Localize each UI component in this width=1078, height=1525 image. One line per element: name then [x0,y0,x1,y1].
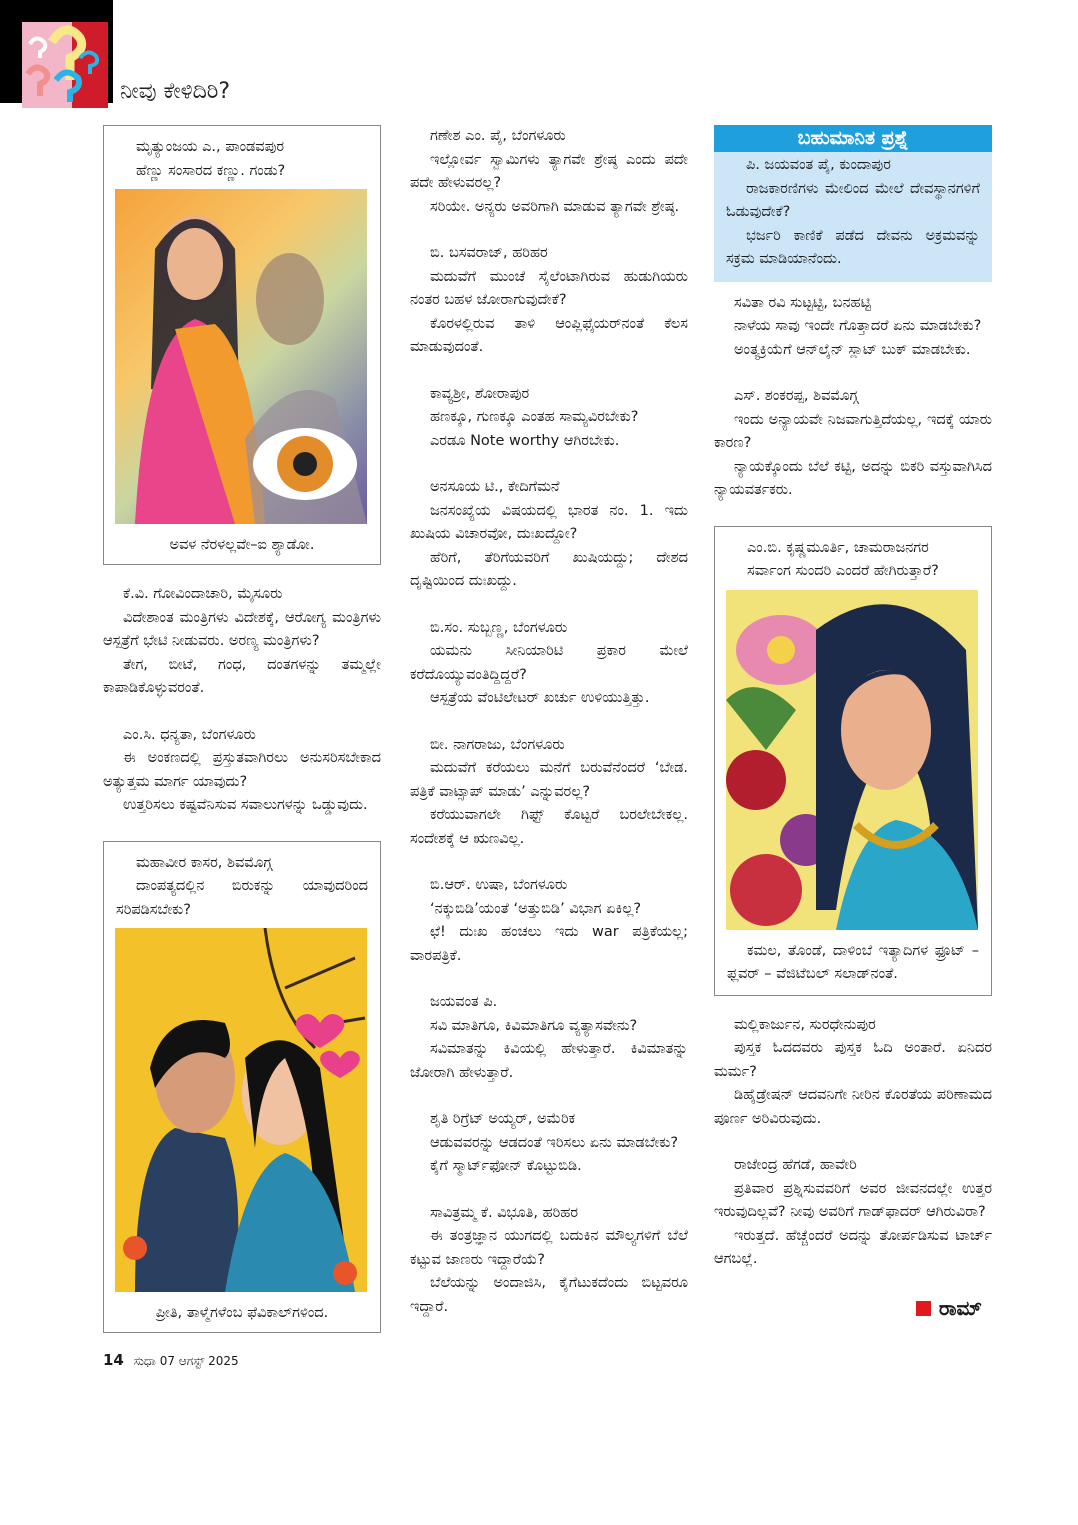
qa-entry [410,1202,688,1320]
answer-text: ಅಂತ್ಯಕ್ರಿಯೆಗೆ ಆನ್‌ಲೈನ್ ಸ್ಲಾಟ್ ಬುಕ್ ಮಾಡಬೇಕು. [734,341,971,358]
answer-text: ಹೆರಿಗೆ, ತೆರಿಗೆಯವರಿಗೆ ಖುಷಿಯದ್ದು; ದೇಶದ ದೃಷ್ಟಿಯಿಂದ ದುಃಖದ್ದು. [410,549,688,589]
answer-text: ಛೆ! ದುಃಖ ಹಂಚಲು ಇದು war ಪತ್ರಿಕೆಯಲ್ಲ; ವಾರಪತ್ರಿಕೆ. [410,924,688,964]
column-2 [410,125,688,1342]
answer-text: ಭರ್ಜರಿ ಕಾಣಿಕೆ ಪಡೆದ ದೇವನು ಅಕ್ರಮವನ್ನು ಸಕ್ರಮ ಮಾಡಿಯಾನೆಂದು. [726,227,980,267]
asker-name: ಶೃತಿ ರಿಗ್ರೆಟ್ ಅಯ್ಯರ್, ಅಮೆರಿಕ [430,1111,576,1127]
featured-box-2 [103,841,381,1334]
qa-entry [714,154,992,272]
asker-name: ಜಯವಂತ ಪಿ. [430,994,498,1010]
answer-text: ಕೈಗೆ ಸ್ಮಾರ್ಟ್‌ಫೋನ್ ಕೊಟ್ಟುಬಿಡಿ. [430,1158,582,1174]
asker-name: ಅನಸೂಯ ಟಿ., ಕೇದಿಗೆಮನೆ [430,479,560,495]
asker-name: ಪಿ. ಜಯವಂತ ಪೈ, ಕುಂದಾಪುರ [746,157,891,173]
featured-box-3 [714,526,992,996]
asker-name: ಬಿ.ಸಂ. ಸುಬ್ಬಣ್ಣ, ಬೆಂಗಳೂರು [430,619,568,636]
asker-name: ರಾಜೇಂದ್ರ ಹೆಗಡೆ, ಹಾವೇರಿ [734,1157,857,1173]
question-text: ವಿದೇಶಾಂತ ಮಂತ್ರಿಗಳು ವಿದೇಶಕ್ಕೆ, ಆರೋಗ್ಯ ಮಂತ್ರಿಗಳು ಆಸ್ಪತ್ರೆಗೆ ಭೇಟಿ ನೀಡುವರು. ಅರಣ್ಯ ಮಂತ್ರಿಗಳು? [103,609,381,649]
prize-question-heading: ಬಹುಮಾನಿತ ಪ್ರಶ್ನೆ [714,125,992,152]
question-text: ‘ನಕ್ಕುಬಿಡಿ’ಯಂತೆ ‘ಅತ್ತುಬಿಡಿ’ ವಿಭಾಗ ಏಕಿಲ್ಲ? [430,900,642,917]
answer-text: ನ್ಯಾಯಕ್ಕೊಂದು ಬೆಲೆ ಕಟ್ಟಿ, ಅದನ್ನು ಬಿಕರಿ ವಸ್ತುವಾಗಿಸಿದ ನ್ಯಾಯವರ್ತಕರು. [714,458,992,498]
answer-text: ಡಿಹೈಡ್ರೇಷನ್ ಆದವನಿಗೇ ನೀರಿನ ಕೊರತೆಯ ಪರಿಣಾಮದ ಪೂರ್ಣ ಅರಿವಿರುವುದು. [714,1087,992,1127]
answer-text: ಆಸ್ಪತ್ರೆಯ ವೆಂಟಿಲೇಟರ್ ಖರ್ಚು ಉಳಿಯುತ್ತಿತ್ತು. [430,690,650,706]
illustration-woman-shadow [115,189,367,524]
question-text: ಈ ತಂತ್ರಜ್ಞಾನ ಯುಗದಲ್ಲಿ ಬದುಕಿನ ಮೌಲ್ಯಗಳಿಗೆ ಬೆಲೆ ಕಟ್ಟುವ ಜಾಣರು ಇದ್ದಾರೆಯೆ? [410,1228,688,1268]
question-text: ದಾಂಪತ್ಯದಲ್ಲಿನ ಬಿರುಕನ್ನು ಯಾವುದರಿಂದ ಸರಿಪಡಿಸಬೇಕು? [116,878,368,918]
qa-entry [116,136,368,183]
answer-text: ಬೆಲೆಯನ್ನು ಅಂದಾಜಿಸಿ, ಕೈಗೆಟುಕದೆಂದು ಬಿಟ್ಟವರೂ ಇದ್ದಾರೆ. [410,1275,688,1315]
asker-name: ಕೆ.ವಿ. ಗೋವಿಂದಾಚಾರಿ, ಮೈಸೂರು [123,586,283,602]
page-footer [103,1351,381,1390]
question-text: ಈ ಅಂಕಣದಲ್ಲಿ ಪ್ರಸ್ತುತವಾಗಿರಲು ಅನುಸರಿಸಬೇಕಾದ ಅತ್ಯುತ್ತಮ ಮಾರ್ಗ ಯಾವುದು? [103,750,381,790]
qa-entry [410,734,688,852]
author-signature [714,1295,992,1321]
answer-text: ತೇಗ, ಬೀಟೆ, ಗಂಧ, ದಂತಗಳನ್ನು ತಮ್ಮಲ್ಲೇ ಕಾಪಾಡಿಕೊಳ್ಳುವರಂತೆ. [103,656,381,696]
question-text: ಮದುವೆಗೆ ಕರೆಯಲು ಮನೆಗೆ ಬರುವೆನೆಂದರೆ ‘ಬೇಡ. ಪತ್ರಿಕೆ ವಾಟ್ಸಾಪ್ ಮಾಡು’ ಎನ್ನುವರಲ್ಲ? [410,760,688,800]
answer-text: ಉತ್ತರಿಸಲು ಕಷ್ಟವೆನಿಸುವ ಸವಾಲುಗಳನ್ನು ಒಡ್ಡುವುದು. [123,797,368,813]
qa-entry [116,852,368,923]
asker-name: ಕಾವ್ಯಶ್ರೀ, ಶೋರಾಪುರ [430,385,530,402]
question-text: ಇಂದು ಅನ್ಯಾಯವೇ ನಿಜವಾಗುತ್ತಿದೆಯಲ್ಲ, ಇದಕ್ಕೆ ಯಾರು ಕಾರಣ? [714,411,992,451]
asker-name: ಸವಿತಾ ರವಿ ಸುಟ್ಟಟ್ಟಿ, ಬನಹಟ್ಟಿ [734,294,872,311]
qa-entry [714,385,992,503]
asker-name: ಮಹಾವೀರ ಕಾಸರ, ಶಿವಮೊಗ್ಗ [136,854,273,871]
qa-entry [714,1014,992,1132]
asker-name: ಬಿ.ಆರ್. ಉಷಾ, ಬೆಂಗಳೂರು [430,877,568,893]
question-text: ಹೆಣ್ಣು ಸಂಸಾರದ ಕಣ್ಣು. ಗಂಡು? [136,162,286,179]
featured-box-1 [103,125,381,565]
asker-name: ಎಂ.ಸಿ. ಧನ್ಯತಾ, ಬೆಂಗಳೂರು [123,726,256,743]
asker-name: ಗಣೇಶ ಎಂ. ಪೈ, ಬೆಂಗಳೂರು [430,128,566,144]
illustration-woman-flowers [726,590,978,930]
image-caption: ಕಮಲ, ತೊಂಡೆ, ದಾಳಿಂಬೆ ಇತ್ಯಾದಿಗಳ ಫ್ರೂಟ್ – ಫ್ಲವರ್ – ವೆಜಿಟೆಬಲ್ ಸಲಾಡ್‌ನಂತೆ. [727,942,979,982]
question-text: ಆಡುವವರನ್ನು ಆಡದಂತೆ ಇರಿಸಲು ಏನು ಮಾಡಬೇಕು? [430,1134,679,1151]
qa-entry [410,383,688,454]
asker-name: ಮಲ್ಲಿಕಾರ್ಜುನ, ಸುರಧೇನುಪುರ [734,1016,876,1033]
column-3 [714,125,992,1321]
qa-entry [410,991,688,1085]
question-text: ಮದುವೆಗೆ ಮುಂಚೆ ಸೈಲೆಂಟಾಗಿರುವ ಹುಡುಗಿಯರು ನಂತರ ಬಹಳ ಜೋರಾಗುವುದೇಕೆ? [410,268,688,308]
magazine-name: ಸುಧಾ [133,1354,156,1368]
answer-text: ಕೊರಳಲ್ಲಿರುವ ತಾಳಿ ಆಂಪ್ಲಿಫೈಯರ್‌ನಂತೆ ಕೆಲಸ ಮಾಡುವುದಂತೆ. [410,315,688,355]
qa-entry [410,874,688,968]
qa-entry [103,583,381,701]
asker-name: ಎಂ.ಬಿ. ಕೃಷ್ಣಮೂರ್ತಿ, ಚಾಮರಾಜನಗರ [747,539,929,556]
question-text: ಯಮನು ಸೀನಿಯಾರಿಟಿ ಪ್ರಕಾರ ಮೇಲೆ ಕರೆದೊಯ್ಯುವಂತಿದ್ದಿದ್ದರೆ? [410,643,688,683]
asker-name: ಬೀ. ನಾಗರಾಜು, ಬೆಂಗಳೂರು [430,736,565,753]
asker-name: ಎಸ್. ಶಂಕರಪ್ಪ, ಶಿವಮೊಗ್ಗ [734,388,859,404]
qa-entry [410,242,688,360]
qa-entry [410,617,688,711]
question-text: ಸವಿ ಮಾತಿಗೂ, ಕಿವಿಮಾತಿಗೂ ವ್ಯತ್ಯಾಸವೇನು? [430,1017,638,1034]
asker-name: ಮೃತ್ಯುಂಜಯ ಎ., ಪಾಂಡವಪುರ [136,139,285,155]
issue-date: 07 ಆಗಸ್ಟ್ 2025 [159,1354,239,1368]
qa-entry [410,476,688,594]
qa-entry [727,537,979,584]
image-caption: ಅವಳ ನೆರಳಲ್ಲವೇ–ಐ ಶ್ಯಾಡೋ. [169,537,315,553]
page-number: 14 [103,1351,124,1369]
qa-entry [714,1154,992,1272]
answer-text: ಕರೆಯುವಾಗಲೇ ಗಿಫ್ಟ್ ಕೊಟ್ಟರೆ ಬರಲೇಬೇಕಲ್ಲ. ಸಂದೇಶಕ್ಕೆ ಆ ಋಣವಿಲ್ಲ. [410,807,688,847]
asker-name: ಬಿ. ಬಸವರಾಜ್, ಹರಿಹರ [430,245,548,261]
qa-entry [714,292,992,363]
illustration-couple [115,928,367,1292]
author-name: ರಾಮ್ [938,1295,982,1320]
column-1 [103,125,381,1390]
signature-square-mark [916,1301,931,1316]
image-caption: ಪ್ರೀತಿ, ತಾಳ್ಮೆಗಳೆಂಬ ಫೆವಿಕಾಲ್‌ಗಳಿಂದ. [155,1305,329,1321]
answer-text: ಎರಡೂ Note worthy ಆಗಿರಬೇಕು. [430,432,620,449]
qa-entry [410,125,688,219]
page-title: ನೀವು ಕೇಳಿದಿರಿ? [120,79,231,104]
asker-name: ಸಾವಿತ್ರಮ್ಮ ಕೆ. ವಿಭೂತಿ, ಹರಿಹರ [430,1204,578,1221]
answer-text: ಸವಿಮಾತನ್ನು ಕಿವಿಯಲ್ಲಿ ಹೇಳುತ್ತಾರೆ. ಕಿವಿಮಾತನ್ನು ಜೋರಾಗಿ ಹೇಳುತ್ತಾರೆ. [410,1041,688,1081]
answer-text: ಸರಿಯೇ. ಅನ್ಯರು ಅವರಿಗಾಗಿ ಮಾಡುವ ತ್ಯಾಗವೇ ಶ್ರೇಷ್ಠ. [430,198,680,215]
question-text: ನಾಳೆಯ ಸಾವು ಇಂದೇ ಗೊತ್ತಾದರೆ ಏನು ಮಾಡಬೇಕು? [734,318,982,334]
question-text: ಪ್ರತಿವಾರ ಪ್ರಶ್ನಿಸುವವರಿಗೆ ಅವರ ಜೀವನದಲ್ಲೇ ಉತ್ತರ ಇರುವುದಿಲ್ಲವೆ? ನೀವು ಅವರಿಗೆ ಗಾಡ್‌ಫಾದರ್ ಆಗಿರುವಿರಾ? [714,1180,992,1220]
question-text: ಜನಸಂಖ್ಯೆಯ ವಿಷಯದಲ್ಲಿ ಭಾರತ ನಂ. 1. ಇದು ಖುಷಿಯ ವಿಚಾರವೋ, ದುಃಖದ್ದೋ? [410,502,688,542]
question-text: ರಾಜಕಾರಣಿಗಳು ಮೇಲಿಂದ ಮೇಲೆ ದೇವಸ್ಥಾನಗಳಿಗೆ ಓಡುವುದೇಕೆ? [726,180,980,220]
question-marks-logo [22,22,108,108]
question-text: ಹಣಕ್ಕೂ, ಗುಣಕ್ಕೂ ಎಂತಹ ಸಾಮ್ಯವಿರಬೇಕು? [430,409,639,425]
question-text: ಪುಸ್ತಕ ಓದದವರು ಪುಸ್ತಕ ಓದಿ ಅಂತಾರೆ. ಏನಿದರ ಮರ್ಮ? [714,1040,992,1080]
qa-entry [103,724,381,818]
question-text: ಸರ್ವಾಂಗ ಸುಂದರಿ ಎಂದರೆ ಹೇಗಿರುತ್ತಾರೆ? [747,563,939,579]
qa-entry [410,1108,688,1179]
question-text: ಇಲ್ಲೋರ್ವ ಸ್ವಾಮಿಗಳು ತ್ಯಾಗವೇ ಶ್ರೇಷ್ಠ ಎಂದು ಪದೇ ಪದೇ ಹೇಳುವರಲ್ಲ? [410,151,688,191]
prize-question-box [714,125,992,282]
answer-text: ಇರುತ್ತದೆ. ಹೆಚ್ಚೆಂದರೆ ಅದನ್ನು ತೋರ್ಪಡಿಸುವ ಟಾರ್ಚ್ ಆಗಬಲ್ಲೆ. [714,1227,992,1267]
